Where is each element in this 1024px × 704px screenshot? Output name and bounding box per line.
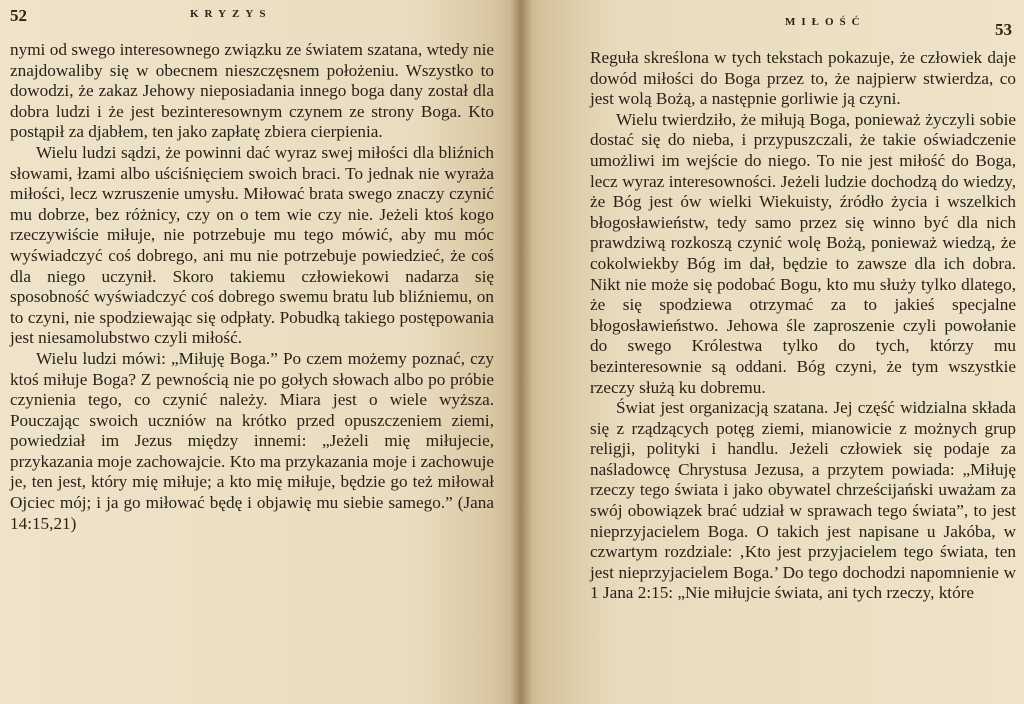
paragraph: Wielu ludzi mówi: „Miłuję Boga.” Po czem możemy poznać, czy ktoś miłuje Boga? Z pewnością nie po gołych słowach albo po próbie czynienia tego, co czynić należy. Miara jest o wiele wyższa. Pouczając swoich uczniów na krótko przed opuszczeniem ziemi, powiedział im Jezus między innemi: „Jeżeli mię miłujecie, przykazania moje zachowajcie. Kto ma przykazania moje i zachowuje je, ten jest, który mię miłuje; a kto mię miłuje, będzie go też miłował Ojciec mój; i ja go miłować będę i objawię mu siebie samego.” (Jana 14:15,21) (10, 348, 494, 533)
right-page-text (590, 48, 1016, 604)
right-page-header (590, 0, 1016, 40)
paragraph: Świat jest organizacją szatana. Jej część widzialna składa się z rządzących potęg ziemi, mianowicie z możnych grup religji, polityki i handlu. Jeżeli człowiek się podaje za naśladowcę Chrystusa Jezusa, a przytem powiada: „Miłuję rzeczy tego świata i jako obywatel chrześcijański uważam za swój obowiązek brać udział w sprawach tego świata”, to jest nieprzyjacielem Boga. O takich jest napisane u Jakóba, w czwartym rozdziale: ‚Kto jest przyjacielem tego świata, ten jest nieprzyjacielem Boga.’ Do tego dochodzi napomnienie w 1 Jana 2:15: „Nie miłujcie świata, ani tych rzeczy, które (590, 398, 1016, 603)
paragraph: Reguła skreślona w tych tekstach pokazuje, że człowiek daje dowód miłości do Boga przez to, że najpierw stwierdza, co jest wolą Bożą, a następnie gorliwie ją czyni. (590, 48, 1016, 109)
paragraph: Wielu ludzi sądzi, że powinni dać wyraz swej miłości dla bliźnich słowami, łzami albo uściśnięciem swoich braci. To jednak nie wyraża miłości, lecz wzruszenie umysłu. Miłować brata swego znaczy czynić mu dobrze, bez różnicy, czy on o tem wie czy nie. Jeżeli ktoś kogo rzeczywiście miłuje, nie potrzebuje mu tego mówić, aby mu móc wyświadczyć coś dobrego, ani mu nie potrzebuje powiedzieć, że coś dla niego uczynił. Skoro takiemu człowiekowi nadarza się sposobność wyświadczyć coś dobrego swemu bratu lub bliźniemu, on to czyni, nie spodziewając się odpłaty. Pobudką takiego postępowania jest niesamolubstwo czyli miłość. (10, 142, 494, 348)
running-head-right: MIŁOŚĆ (785, 16, 866, 28)
paragraph: Wielu twierdziło, że miłują Boga, ponieważ życzyli sobie dostać się do nieba, i przypuszczali, że takie oświadczenie umożliwi im wejście do niego. To nie jest miłość do Boga, lecz wyraz interesowności. Jeżeli ludzie dochodzą do wiedzy, że Bóg jest ów wielki Wiekuisty, źródło życia i wszelkich błogosławieństw, tedy samo przez się winno być dla nich prawdziwą rozkoszą czynić wolę Bożą, ponieważ wiedzą, że cokolwiekby Bóg im dał, będzie to zawsze dla ich dobra. Nikt nie może się podobać Bogu, kto mu służy tylko dlatego, że się spodziewa otrzymać za to jakieś specjalne błogosławieństwo. Jehowa śle zaproszenie czyli powołanie do swego Królestwa tylko do tych, którzy mu bezinteresownie są oddani. Bóg czyni, że tym wszystkie rzeczy służą ku dobremu. (590, 109, 1016, 397)
page-number-right: 53 (995, 20, 1012, 39)
paragraph: nymi od swego interesownego związku ze światem szatana, wtedy nie znajdowaliby się w obecnem nieszczęsnem położeniu. Wszystko to dowodzi, że zakaz Jehowy nieposiadania innego boga dany został dla dobra ludzi i że jest bezinteresownym czynem ze strony Boga. Kto postąpił za djabłem, ten jako zapłatę zbiera cierpienia. (10, 40, 494, 142)
running-head-left: KRYZYS (190, 8, 272, 20)
right-page (518, 0, 1024, 704)
left-page-header (10, 0, 494, 40)
left-page-text (10, 40, 494, 534)
page-number-left: 52 (10, 6, 27, 25)
